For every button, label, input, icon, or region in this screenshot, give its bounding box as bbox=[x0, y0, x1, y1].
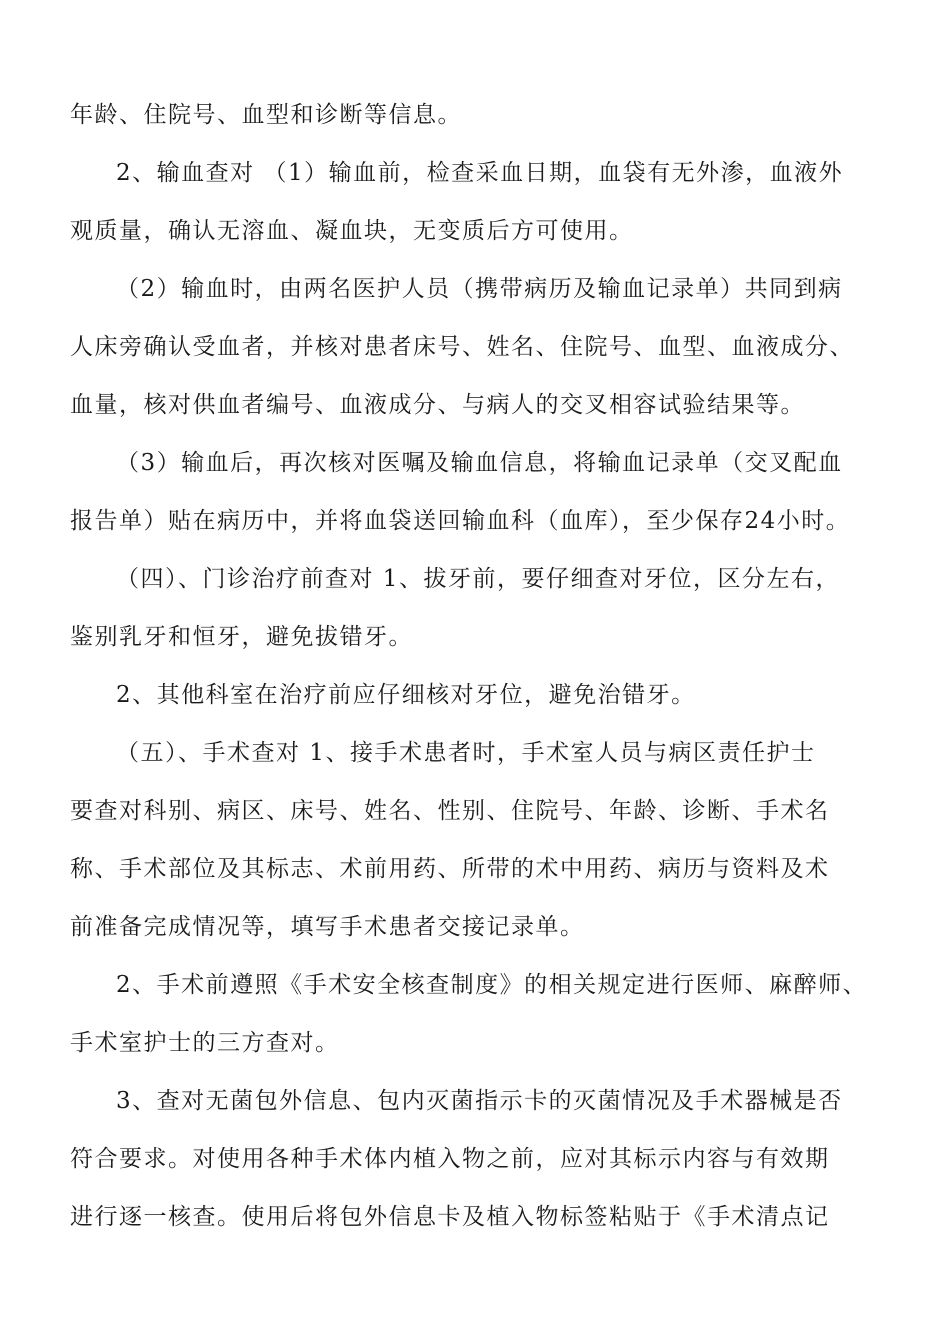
text-line: 2、输血查对 （1）输血前，检查采血日期，血袋有无外渗，血液外 bbox=[116, 160, 844, 186]
text-line: （五）、手术查对 1、接手术患者时，手术室人员与病区责任护士 bbox=[116, 740, 816, 766]
text-line: 2、手术前遵照《手术安全核查制度》的相关规定进行医师、麻醉师、 bbox=[116, 972, 868, 998]
text-line: 人床旁确认受血者，并核对患者床号、姓名、住院号、血型、血液成分、 bbox=[70, 334, 854, 360]
text-line: 手术室护士的三方查对。 bbox=[70, 1030, 340, 1056]
text-line: 前准备完成情况等，填写手术患者交接记录单。 bbox=[70, 914, 585, 940]
text-line: 观质量，确认无溶血、凝血块，无变质后方可使用。 bbox=[70, 218, 634, 244]
text-line: 血量，核对供血者编号、血液成分、与病人的交叉相容试验结果等。 bbox=[70, 392, 805, 418]
text-line: （2）输血时，由两名医护人员（携带病历及输血记录单）共同到病 bbox=[116, 276, 843, 302]
text-line: 进行逐一核查。使用后将包外信息卡及植入物标签粘贴于《手术清点记 bbox=[70, 1204, 830, 1230]
document-body bbox=[70, 86, 880, 1246]
text-line: 称、手术部位及其标志、术前用药、所带的术中用药、病历与资料及术 bbox=[70, 856, 830, 882]
text-line: 3、查对无菌包外信息、包内灭菌指示卡的灭菌情况及手术器械是否 bbox=[116, 1088, 843, 1114]
text-line: 鉴别乳牙和恒牙，避免拔错牙。 bbox=[70, 624, 413, 650]
text-line: （四）、门诊治疗前查对 1、拔牙前，要仔细查对牙位，区分左右， bbox=[116, 566, 840, 592]
text-line: 要查对科别、病区、床号、姓名、性别、住院号、年龄、诊断、手术名 bbox=[70, 798, 830, 824]
text-line: 2、其他科室在治疗前应仔细核对牙位，避免治错牙。 bbox=[116, 682, 696, 708]
text-line: 年龄、住院号、血型和诊断等信息。 bbox=[70, 102, 462, 128]
text-line: 报告单）贴在病历中，并将血袋送回输血科（血库），至少保存24小时。 bbox=[70, 508, 851, 534]
text-line: 符合要求。对使用各种手术体内植入物之前，应对其标示内容与有效期 bbox=[70, 1146, 830, 1172]
text-line: （3）输血后，再次核对医嘱及输血信息，将输血记录单（交叉配血 bbox=[116, 450, 843, 476]
